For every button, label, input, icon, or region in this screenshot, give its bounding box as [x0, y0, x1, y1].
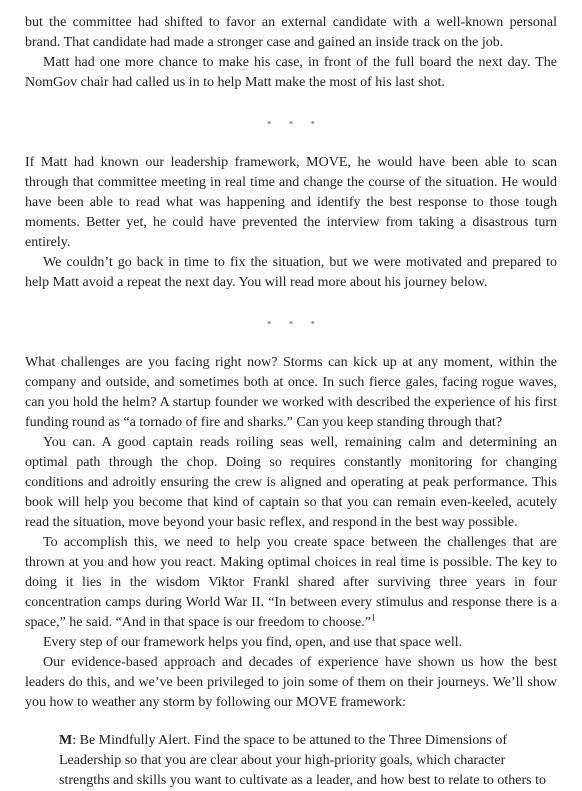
paragraph: Every step of our framework helps you find, open, and use that space well.: [43, 635, 463, 650]
paragraph: but the committee had shifted to favor an external candidate with a well-known personal brand. That candidate had made a stronger case and gained an inside track on the job.: [25, 15, 557, 50]
paragraph: What challenges are you facing right now? Storms can kick up at any moment, within the company and outside, and sometimes both at once. In such fierce gales, facing rogue waves, can you hold the helm? A startup founder we worked with described the experience of his first funding round as “a tornado of fire and sharks.” Can you keep standing through that?: [25, 355, 557, 430]
list-item-text: : Be Mindfully Alert. Find the space to be attuned to the Three Dimensions of Leadership so that you are clear about your high-priority goals, which character strengths and skills you want to cultivate as a leader, and how best to relate to others to: [59, 733, 546, 788]
list-item: [59, 731, 557, 791]
framework-list: [59, 731, 557, 791]
section-separator: • • •: [266, 315, 323, 330]
paragraph: You can. A good captain reads roiling seas well, remaining calm and determining an optimal path through the chop. Doing so requires constantly monitoring for changing conditions and adroitly ensuring the crew is aligned and operating at peak performance. This book will help you become that kind of captain so that you can remain even-keeled, acutely read the situation, move beyond your basic reflex, and respond in the best way possible.: [25, 435, 557, 530]
section-separator: • • •: [266, 115, 323, 130]
paragraph: We couldn’t go back in time to fix the situation, but we were motivated and prepared to help Matt avoid a repeat the next day. You will read more about his journey below.: [25, 255, 557, 290]
paragraph: Matt had one more chance to make his case, in front of the full board the next day. The NomGov chair had called us in to help Matt make the most of his last shot.: [25, 55, 557, 90]
list-item-letter: M: [59, 733, 73, 748]
book-page: [25, 13, 557, 791]
footnote-marker[interactable]: 1: [371, 612, 376, 623]
paragraph: Our evidence-based approach and decades of experience have shown us how the best leaders do this, and we’ve been privileged to join some of them on their journeys. We’ll show you how to weather any storm by following our MOVE framework:: [25, 655, 557, 710]
paragraph: If Matt had known our leadership framework, MOVE, he would have been able to scan through that committee meeting in real time and change the course of the situation. He would have been able to read what was happening and identify the best response to those tough moments. Better yet, he could have prevented the interview from taking a disastrous turn entirely.: [25, 155, 557, 250]
paragraph: [25, 533, 557, 633]
paragraph-text: To accomplish this, we need to help you create space between the challenges that are thrown at you and how you react. Making optimal choices in real time is possible. The key to doing it lies in the wisdom Viktor Frankl shared after surviving three years in four concentration camps during World War II. “In between every stimulus and response there is a space,” he said. “And in that space is our freedom to choose.”: [25, 535, 557, 630]
